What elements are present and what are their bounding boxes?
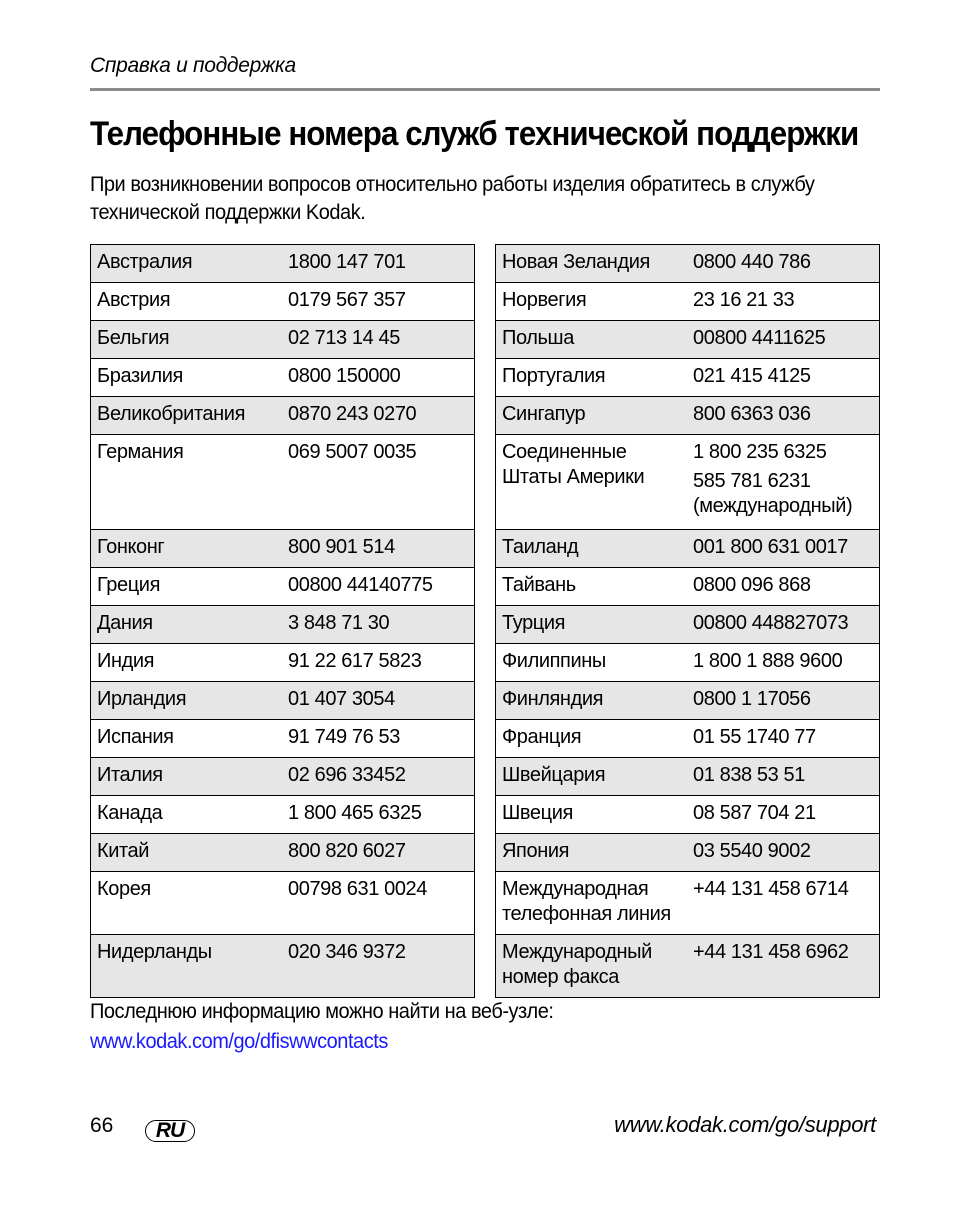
table-row xyxy=(91,321,475,359)
phone-number: 03 5540 9002 xyxy=(693,840,811,862)
phone-number: 23 16 21 33 xyxy=(693,289,795,311)
country-cell: Корея xyxy=(91,872,283,935)
phone-cell xyxy=(282,359,475,397)
section-header: Справка и поддержка xyxy=(90,54,296,77)
country-cell: Бразилия xyxy=(91,359,283,397)
phone-number: 800 901 514 xyxy=(288,536,395,558)
footer-note xyxy=(90,996,553,1056)
country-cell: Индия xyxy=(91,644,283,682)
phone-cell xyxy=(687,644,880,682)
phone-number: +44 131 458 6714 xyxy=(693,878,849,900)
phone-number: +44 131 458 6962 xyxy=(693,941,849,963)
phone-number: 91 22 617 5823 xyxy=(288,650,422,672)
phone-cell xyxy=(282,834,475,872)
table-row xyxy=(91,720,475,758)
phone-cell xyxy=(282,568,475,606)
phone-number: 001 800 631 0017 xyxy=(693,536,848,558)
country-cell: Турция xyxy=(496,606,688,644)
phone-number: 02 713 14 45 xyxy=(288,327,400,349)
phone-number: 91 749 76 53 xyxy=(288,726,400,748)
table-row xyxy=(496,720,880,758)
phone-cell xyxy=(687,321,880,359)
country-cell: Великобритания xyxy=(91,397,283,435)
phone-cell xyxy=(687,758,880,796)
support-url: www.kodak.com/go/support xyxy=(614,1112,876,1137)
country-cell: Международный номер факса xyxy=(496,935,688,998)
phone-number: 069 5007 0035 xyxy=(288,441,417,463)
table-row xyxy=(91,359,475,397)
phone-number: 0800 096 868 xyxy=(693,574,811,596)
table-row xyxy=(91,796,475,834)
phone-cell xyxy=(282,321,475,359)
table-row xyxy=(91,435,475,530)
country-cell: Австрия xyxy=(91,283,283,321)
table-row xyxy=(496,359,880,397)
phone-number: 021 415 4125 xyxy=(693,365,811,387)
country-cell: Таиланд xyxy=(496,530,688,568)
phone-number: 02 696 33452 xyxy=(288,764,406,786)
phone-number: 1 800 235 6325 xyxy=(693,441,827,463)
country-cell: Канада xyxy=(91,796,283,834)
table-row xyxy=(496,682,880,720)
country-cell: Греция xyxy=(91,568,283,606)
country-cell: Гонконг xyxy=(91,530,283,568)
country-cell: Новая Зеландия xyxy=(496,245,688,283)
phone-cell xyxy=(687,245,880,283)
contacts-link[interactable]: www.kodak.com/go/dfiswwcontacts xyxy=(90,1029,388,1053)
table-row xyxy=(91,606,475,644)
table-row xyxy=(496,834,880,872)
contacts-table-right xyxy=(495,244,880,998)
phone-cell xyxy=(282,935,475,998)
table-row xyxy=(91,530,475,568)
contacts-table-left xyxy=(90,244,475,998)
phone-number: 00800 448827073 xyxy=(693,612,849,634)
phone-cell xyxy=(282,397,475,435)
phone-cell xyxy=(687,397,880,435)
country-cell: Соединенные Штаты Америки xyxy=(496,435,688,530)
phone-cell xyxy=(282,758,475,796)
table-row xyxy=(91,834,475,872)
intro-paragraph: При возникновении вопросов относительно работы изделия обратитесь в службу технической поддержки Kodak. xyxy=(90,172,815,224)
phone-cell xyxy=(282,283,475,321)
phone-number: 1 800 1 888 9600 xyxy=(693,650,843,672)
phone-number: 08 587 704 21 xyxy=(693,802,816,824)
country-cell: Норвегия xyxy=(496,283,688,321)
phone-number: 01 55 1740 77 xyxy=(693,726,816,748)
phone-cell xyxy=(282,644,475,682)
phone-number: 1800 147 701 xyxy=(288,251,406,273)
table-row xyxy=(496,758,880,796)
phone-cell xyxy=(687,796,880,834)
phone-cell xyxy=(687,359,880,397)
phone-cell xyxy=(687,530,880,568)
country-cell: Тайвань xyxy=(496,568,688,606)
phone-number: 800 820 6027 xyxy=(288,840,406,862)
table-row xyxy=(496,397,880,435)
table-row xyxy=(91,397,475,435)
phone-number: 00800 44140775 xyxy=(288,574,433,596)
table-row xyxy=(91,872,475,935)
country-cell: Сингапур xyxy=(496,397,688,435)
phone-number: 01 838 53 51 xyxy=(693,764,805,786)
country-cell: Япония xyxy=(496,834,688,872)
table-row xyxy=(496,644,880,682)
language-badge: RU xyxy=(145,1120,195,1142)
phone-number: 0800 440 786 xyxy=(693,251,811,273)
phone-number: 01 407 3054 xyxy=(288,688,395,710)
phone-cell xyxy=(687,935,880,998)
phone-cell xyxy=(282,682,475,720)
phone-number: 0179 567 357 xyxy=(288,289,406,311)
phone-cell xyxy=(687,834,880,872)
phone-number: 00798 631 0024 xyxy=(288,878,427,900)
table-row xyxy=(496,872,880,935)
phone-cell xyxy=(282,872,475,935)
phone-number: 00800 4411625 xyxy=(693,327,826,349)
country-cell: Италия xyxy=(91,758,283,796)
phone-cell xyxy=(687,283,880,321)
table-row xyxy=(91,245,475,283)
table-row xyxy=(91,283,475,321)
phone-number: 0800 150000 xyxy=(288,365,401,387)
table-row xyxy=(496,796,880,834)
phone-cell xyxy=(282,245,475,283)
header-divider xyxy=(90,88,880,91)
phone-cell xyxy=(282,435,475,530)
phone-cell xyxy=(687,720,880,758)
country-cell: Бельгия xyxy=(91,321,283,359)
phone-cell xyxy=(687,682,880,720)
phone-number: 0870 243 0270 xyxy=(288,403,417,425)
phone-number: 1 800 465 6325 xyxy=(288,802,422,824)
country-cell: Швеция xyxy=(496,796,688,834)
phone-cell xyxy=(687,872,880,935)
phone-number: 800 6363 036 xyxy=(693,403,811,425)
table-row xyxy=(91,682,475,720)
phone-cell xyxy=(687,435,880,530)
page-title: Телефонные номера служб технической поддержки xyxy=(90,115,859,153)
phone-number: 585 781 6231 (международный) xyxy=(693,470,853,517)
phone-number: 0800 1 17056 xyxy=(693,688,811,710)
country-cell: Финляндия xyxy=(496,682,688,720)
country-cell: Нидерланды xyxy=(91,935,283,998)
country-cell: Международная телефонная линия xyxy=(496,872,688,935)
table-row xyxy=(496,435,880,530)
table-row xyxy=(496,935,880,998)
country-cell: Филиппины xyxy=(496,644,688,682)
table-row xyxy=(496,245,880,283)
footer-note-text: Последнюю информацию можно найти на веб-узле: xyxy=(90,999,554,1023)
phone-cell xyxy=(687,568,880,606)
table-row xyxy=(496,283,880,321)
country-cell: Португалия xyxy=(496,359,688,397)
phone-cell xyxy=(282,530,475,568)
phone-cell xyxy=(282,796,475,834)
table-row xyxy=(91,568,475,606)
phone-number: 3 848 71 30 xyxy=(288,612,390,634)
country-cell: Франция xyxy=(496,720,688,758)
country-cell: Испания xyxy=(91,720,283,758)
country-cell: Ирландия xyxy=(91,682,283,720)
phone-cell xyxy=(282,720,475,758)
table-row xyxy=(91,758,475,796)
country-cell: Швейцария xyxy=(496,758,688,796)
country-cell: Польша xyxy=(496,321,688,359)
country-cell: Германия xyxy=(91,435,283,530)
phone-cell xyxy=(687,606,880,644)
table-row xyxy=(496,568,880,606)
country-cell: Австралия xyxy=(91,245,283,283)
table-row xyxy=(91,935,475,998)
table-row xyxy=(496,321,880,359)
table-row xyxy=(496,606,880,644)
country-cell: Дания xyxy=(91,606,283,644)
table-row xyxy=(91,644,475,682)
table-row xyxy=(496,530,880,568)
phone-cell xyxy=(282,606,475,644)
page-number: 66 xyxy=(90,1114,114,1137)
phone-number: 020 346 9372 xyxy=(288,941,406,963)
country-cell: Китай xyxy=(91,834,283,872)
